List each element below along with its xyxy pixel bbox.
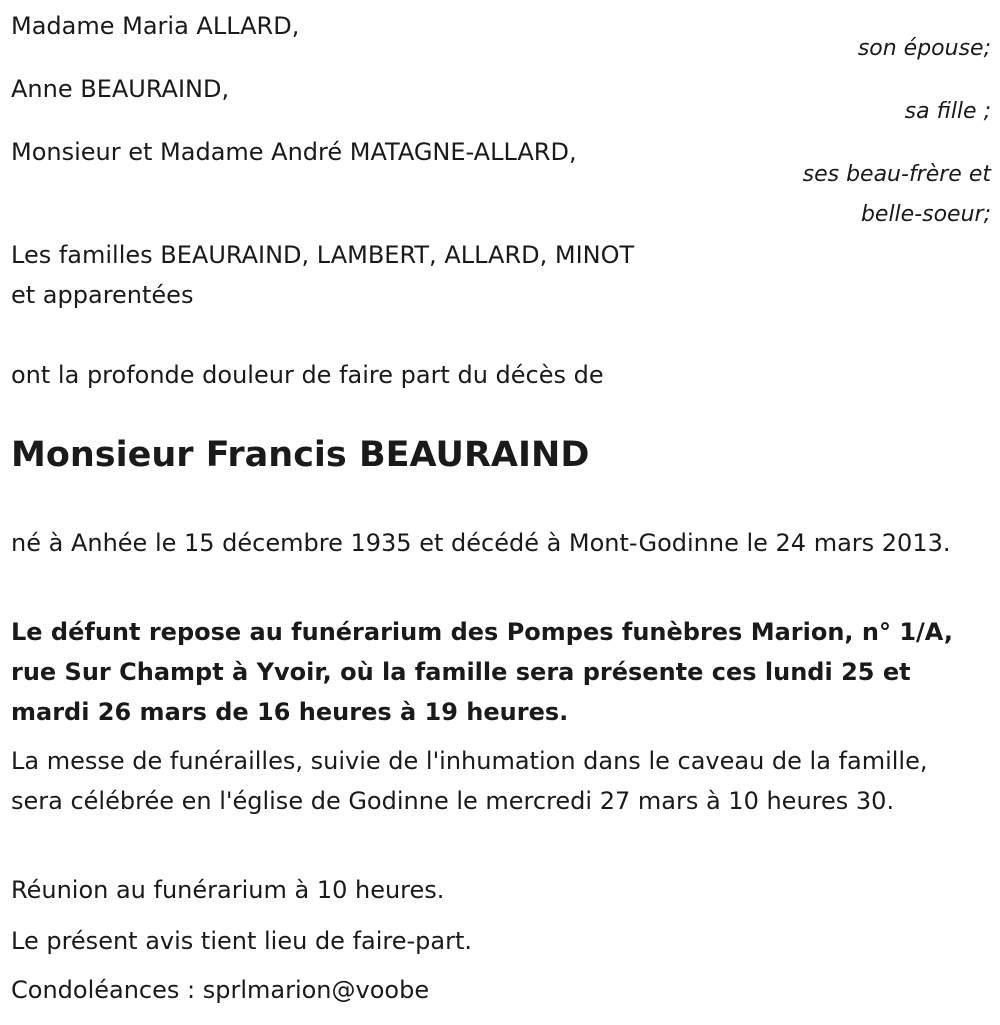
notice-text: Le présent avis tient lieu de faire-part. <box>11 927 473 955</box>
announcement: ont la profonde douleur de faire part du décès de <box>11 361 604 389</box>
relation-2: sa fille ; <box>904 99 991 124</box>
relation-3a: ses beau-frère et <box>802 162 991 187</box>
repose-info: Le défunt repose au funérarium des Pompes funèbres Marion, n° 1/A, rue Sur Champt à Yvoir, où la famille sera présente ces lundi 25 et mardi 26 mars de 16 heures à 19 heures. <box>11 618 953 726</box>
relation-1: son épouse; <box>857 36 991 61</box>
birth-death: né à Anhée le 15 décembre 1935 et décédé à Mont-Godinne le 24 mars 2013. <box>11 529 951 557</box>
family-member-2: Anne BEAURAIND, <box>11 75 230 103</box>
families-line-1: Les familles BEAURAIND, LAMBERT, ALLARD, MINOT <box>11 241 635 269</box>
families-line-2: et apparentées <box>11 281 194 309</box>
funeral-mass: La messe de funérailles, suivie de l'inhumation dans le caveau de la famille, sera célébrée en l'église de Godinne le mercredi 27 mars à 10 heures 30. <box>11 747 928 815</box>
relation-3b: belle-soeur; <box>860 202 991 227</box>
family-member-1: Madame Maria ALLARD, <box>11 12 300 40</box>
deceased-name: Monsieur Francis BEAURAIND <box>11 435 590 475</box>
meeting-info: Réunion au funérarium à 10 heures. <box>11 876 445 904</box>
condolences: Condoléances : sprlmarion@voobe <box>11 976 430 1004</box>
family-member-3: Monsieur et Madame André MATAGNE-ALLARD, <box>11 138 577 166</box>
